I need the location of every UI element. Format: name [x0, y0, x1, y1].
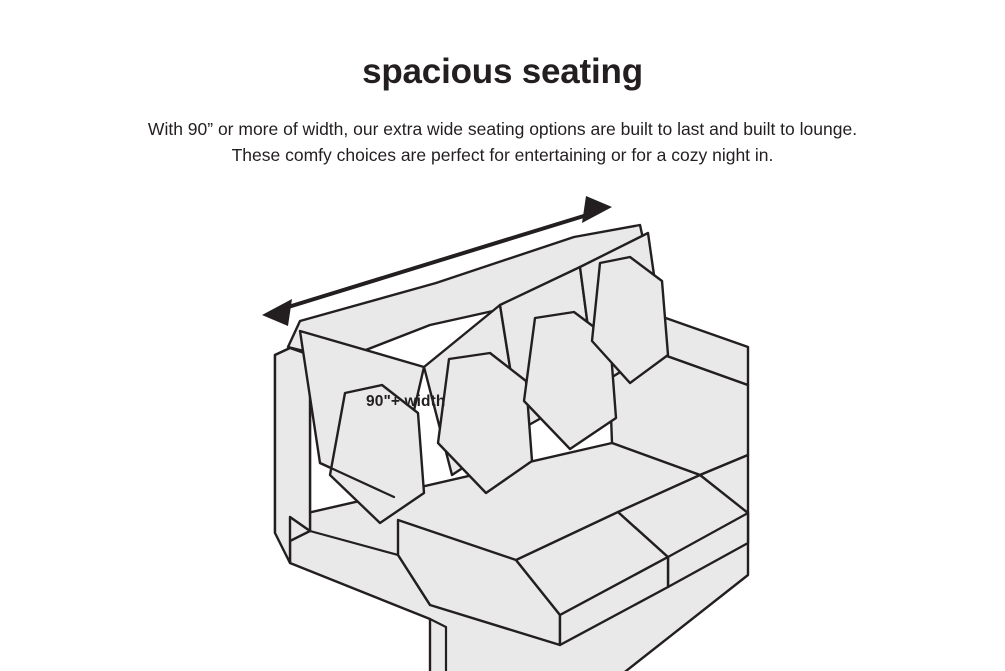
sofa-line-drawing-svg: [0, 175, 1005, 671]
description-text: [50, 116, 955, 168]
description-line-2: These comfy choices are perfect for entertaining or for a cozy night in.: [231, 145, 774, 165]
width-dimension-label: 90"+ width: [366, 393, 446, 410]
sofa-illustration: [0, 175, 1005, 671]
page-title: spacious seating: [362, 52, 643, 91]
description-line-1: With 90” or more of width, our extra wide seating options are built to last and built to lounge.: [147, 119, 858, 139]
sofa-body: [275, 225, 748, 671]
